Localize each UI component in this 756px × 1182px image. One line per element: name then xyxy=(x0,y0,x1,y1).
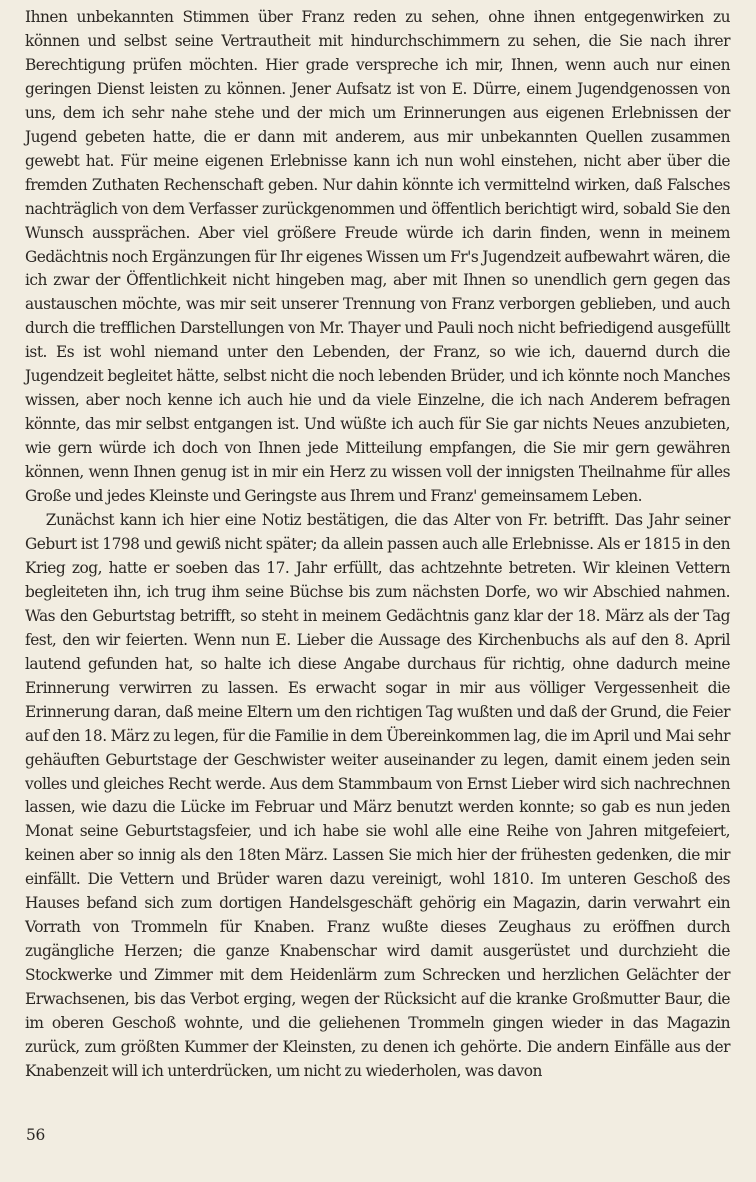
page-number: 56 xyxy=(26,1126,45,1144)
paragraph: Zunächst kann ich hier eine Notiz bestätigen, die das Alter von Fr. betrifft. Das Jahr seiner Geburt ist 1798 und gewiß nicht später; da allein passen auch alle Erlebnisse. Als er 1815 in den Krieg zog, hatte er soeben das 17. Jahr erfüllt, das achtzehnte betreten. Wir kleinen Vettern begleiteten ihn, ich trug ihm seine Büchse bis zum nächsten Dorfe, wo wir Abschied nahmen. Was den Geburtstag betrifft, so steht in meinem Gedächtnis ganz klar der 18. März als der Tag fest, den wir feierten. Wenn nun E. Lieber die Aussage des Kirchenbuchs als auf den 8. April lautend gefunden hat, so halte ich diese Angabe durchaus für richtig, ohne dadurch meine Erinnerung verwirren zu lassen. Es erwacht sogar in mir aus völliger Vergessenheit die Erinnerung daran, daß meine Eltern um den richtigen Tag wußten und daß der Grund, die Feier auf den 18. März zu legen, für die Familie in dem Übereinkommen lag, die im April und Mai sehr gehäuften Geburtstage der Geschwister weiter auseinander zu legen, damit einem jeden sein volles und gleiches Recht werde. Aus dem Stammbaum von Ernst Lieber wird sich nachrechnen lassen, wie dazu die Lücke im Februar und März benutzt werden konnte; so gab es nun jeden Monat seine Geburtstagsfeier, und ich habe sie wohl alle eine Reihe von Jahren mitgefeiert, keinen aber so innig als den 18ten März. Lassen Sie mich hier der frühesten gedenken, die mir einfällt. Die Vettern und Brüder waren dazu vereinigt, wohl 1810. Im unteren Geschoß des Hauses befand sich zum dortigen Handelsgeschäft gehörig ein Magazin, darin verwahrt ein Vorrath von Trommeln für Knaben. Franz wußte dieses Zeughaus zu eröffnen durch zugängliche Herzen; die ganze Knabenschar wird damit ausgerüstet und durchzieht die Stockwerke und Zimmer mit dem Heidenlärm zum Schrecken und herzlichen Gelächter der Erwachsenen, bis das Verbot erging, wegen der Rücksicht auf die kranke Großmutter Baur, die im oberen Geschoß wohnte, und die geliehenen Trommeln gingen wieder in das Magazin zurück, zum größten Kummer der Kleinsten, zu denen ich gehörte. Die andern Einfälle aus der Knabenzeit will ich unterdrücken, um nicht zu wiederholen, was davon xyxy=(25,511,730,1080)
body-text xyxy=(25,6,730,1084)
paragraph-continued: Ihnen unbekannten Stimmen über Franz reden zu sehen, ohne ihnen entgegenwirken zu können und selbst seine Vertrautheit mit hindurchschimmern zu sehen, die Sie nach ihrer Berechtigung prüfen möchten. Hier grade verspreche ich mir, Ihnen, wenn auch nur einen geringen Dienst leisten zu können. Jener Aufsatz ist von E. Dürre, einem Jugendgenossen von uns, dem ich sehr nahe stehe und der mich um Erinnerungen aus eigenen Erlebnissen der Jugend gebeten hatte, die er dann mit anderem, aus mir unbekannten Quellen zusammen gewebt hat. Für meine eigenen Erlebnisse kann ich nun wohl einstehen, nicht aber über die fremden Zuthaten Rechenschaft geben. Nur dahin könnte ich vermittelnd wirken, daß Falsches nachträglich von dem Verfasser zurückgenommen und öffentlich berichtigt wird, sobald Sie den Wunsch aussprächen. Aber viel größere Freude würde ich darin finden, wenn in meinem Gedächtnis noch Ergänzungen für Ihr eigenes Wissen um Fr's Jugendzeit aufbewahrt wären, die ich zwar der Öffentlichkeit nicht hingeben mag, aber mit Ihnen so unendlich gern gegen das austauschen möchte, was mir seit unserer Trennung von Franz verborgen geblieben, und auch durch die trefflichen Darstellungen von Mr. Thayer und Pauli noch nicht befriedigend ausgefüllt ist. Es ist wohl niemand unter den Lebenden, der Franz, so wie ich, dauernd durch die Jugendzeit begleitet hätte, selbst nicht die noch lebenden Brüder, und ich könnte noch Manches wissen, aber noch kenne ich auch hie und da viele Einzelne, die ich nach Anderem befragen könnte, das mir selbst entgangen ist. Und wüßte ich auch für Sie gar nichts Neues anzubieten, wie gern würde ich doch von Ihnen jede Mitteilung empfangen, die Sie mir gern gewähren können, wenn Ihnen genug ist in mir ein Herz zu wissen voll der innigsten Theilnahme für alles Große und jedes Kleinste und Geringste aus Ihrem und Franz' gemeinsamem Leben. xyxy=(25,8,730,506)
